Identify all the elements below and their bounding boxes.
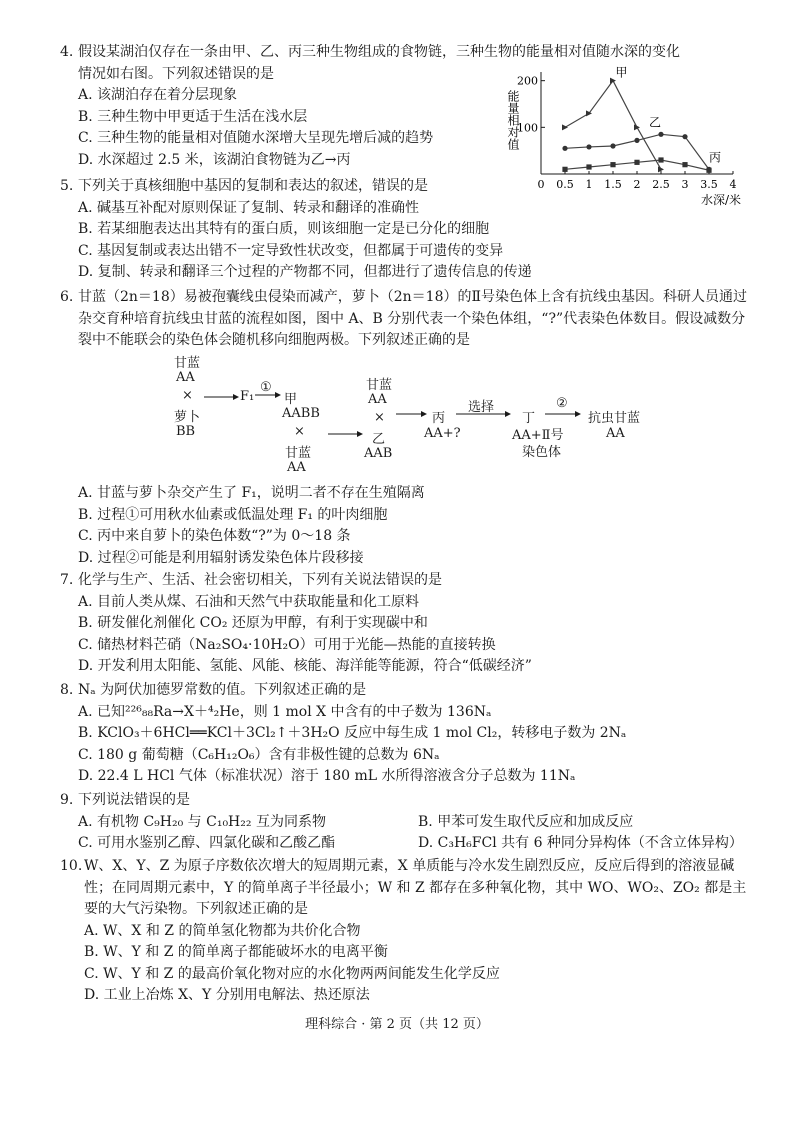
question-stem-cont: 情况如右图。下列叙述错误的是 [78, 65, 274, 82]
ding-genome-cont: 染色体 [522, 445, 562, 460]
question-stem: 下列关于真核细胞中基因的复制和表达的叙述，错误的是 [78, 178, 428, 194]
breeding-flowchart [170, 352, 690, 477]
cabbage-2: 甘蓝 [366, 378, 393, 393]
question-6 [60, 287, 760, 352]
option-b: B. 过程①可用秋水仙素或低温处理 F₁ 的叶肉细胞 [78, 506, 388, 523]
option-a: A. 碱基互补配对原则保证了复制、转录和翻译的准确性 [78, 199, 420, 216]
ding-genome: AA+Ⅱ号 [512, 428, 564, 443]
question-number: 10. [60, 858, 83, 874]
option-a: A. 已知²²⁶₈₈Ra→X＋⁴₂He，则 1 mol X 中含有的中子数为 136Nₐ [78, 703, 492, 720]
series-label: 甲 [615, 65, 628, 80]
data-point [682, 134, 687, 139]
data-point [610, 162, 615, 167]
bing-label: 丙 [432, 411, 446, 426]
option-a: A. 该湖泊存在着分层现象 [78, 87, 238, 103]
option-a: A. 甘蓝与萝卜杂交产生了 F₁，说明二者不存在生殖隔离 [78, 485, 425, 501]
option-d: D. 工业上冶炼 X、Y 分别用电解法、热还原法 [84, 987, 370, 1003]
yi-genome: AAB [364, 446, 393, 461]
final-product: 抗虫甘蓝 [588, 411, 641, 426]
page-footer: 理科综合 · 第 2 页（共 12 页） [305, 1017, 489, 1032]
parent-radish: 萝卜 [174, 410, 201, 425]
option-b: B. 三种生物中甲更适于生活在浅水层 [78, 108, 308, 125]
option-a: A. 有机物 C₉H₂₀ 与 C₁₀H₂₂ 互为同系物 [78, 813, 326, 830]
data-point [682, 162, 687, 167]
bing-genome: AA+? [424, 426, 461, 441]
question-number: 6. [60, 289, 74, 305]
data-point [610, 143, 615, 148]
x-tick-label: 2 [633, 178, 641, 191]
data-point [658, 157, 663, 162]
cross-symbol: × [294, 424, 305, 439]
data-point [634, 160, 639, 165]
data-point [706, 168, 711, 173]
jia-genome: AABB [282, 406, 320, 421]
cabbage-2-genome: AA [368, 392, 387, 407]
option-c: C. 180 g 葡萄糖（C₆H₁₂O₆）含有非极性键的总数为 6Nₐ [78, 746, 440, 763]
option-b: B. 甲苯可发生取代反应和加成反应 [418, 813, 634, 830]
yi-label: 乙 [372, 432, 386, 447]
option-d: D. 复制、转录和翻译三个过程的产物都不同，但都进行了遗传信息的传递 [78, 264, 532, 280]
data-point [562, 124, 568, 130]
option-b: B. 研发催化剂催化 CO₂ 还原为甲醇，有利于实现碳中和 [78, 615, 428, 631]
option-c: C. 丙中来自萝卜的染色体数“?”为 0～18 条 [78, 528, 351, 544]
step-2: ② [556, 396, 568, 411]
question-number: 8. [60, 682, 74, 698]
question-number: 9. [60, 792, 74, 808]
series-line-0 [565, 81, 661, 170]
option-b: B. W、Y 和 Z 的简单离子都能破坏水的电离平衡 [84, 944, 388, 960]
series-label: 丙 [709, 150, 722, 165]
option-d: D. 水深超过 2.5 米，该湖泊食物链为乙→丙 [78, 151, 351, 168]
ding-label: 丁 [522, 411, 536, 426]
question-stem: W、X、Y、Z 为原子序数依次增大的短周期元素，X 单质能与冷水发生剧烈反应，反应后得到的溶液显碱性；在同周期元素中，Y 的简单离子半径最小；W 和 Z 都存在多种氧化物，其中 WO、WO₂、ZO₂ 都是主要的大气污染物。下列叙述正确的是 [84, 858, 747, 917]
option-c: C. 储热材料芒硝（Na₂SO₄·10H₂O）可用于光能—热能的直接转换 [78, 636, 496, 653]
parent-cabbage-genome: AA [176, 370, 195, 385]
option-d: D. 22.4 L HCl 气体（标准状况）溶于 180 mL 水所得溶液含分子总数为 11Nₐ [78, 768, 576, 784]
question-number: 4. [60, 44, 74, 60]
option-c: C. 可用水鉴别乙醇、四氯化碳和乙酸乙酯 [78, 835, 336, 851]
data-point [586, 144, 591, 149]
option-b: B. KClO₃＋6HCl══KCl＋3Cl₂↑＋3H₂O 反应中每生成 1 mol Cl₂，转移电子数为 2Nₐ [78, 725, 627, 741]
question-number: 7. [60, 572, 74, 588]
y-tick-label: 200 [517, 74, 538, 88]
data-point [658, 132, 663, 137]
backcross-cabbage-genome: AA [287, 460, 306, 475]
cross-symbol: × [374, 410, 385, 425]
option-c: C. 三种生物的能量相对值随水深增大呈现先增后减的趋势 [78, 130, 434, 146]
x-tick-label: 3 [681, 178, 689, 191]
x-tick-label: 0.5 [556, 178, 574, 191]
cross-symbol: × [182, 388, 193, 403]
step-1: ① [260, 380, 272, 395]
x-tick-label: 4 [729, 178, 737, 191]
select-label: 选择 [468, 400, 495, 415]
question-6-options [60, 483, 425, 569]
y-axis-label: 能量相对值 [506, 90, 520, 150]
question-number: 5. [60, 178, 74, 194]
data-point [634, 138, 639, 143]
data-point [586, 164, 591, 169]
question-10 [60, 856, 760, 1007]
question-stem: 化学与生产、生活、社会密切相关，下列有关说法错误的是 [78, 572, 442, 588]
x-tick-label: 1 [585, 178, 593, 191]
x-axis-label: 水深/米 [700, 193, 741, 207]
question-stem: 甘蓝（2n＝18）易被孢囊线虫侵染而减产，萝卜（2n＝18）的Ⅱ号染色体上含有抗线虫基因。科研人员通过杂交育种培育抗线虫甘蓝的流程如图，图中 A、B 分别代表一个染色体组，“?”代表染色体数目。假设减数分裂中不能联会的染色体会随机移向细胞两极。下列叙述正确的是 [78, 289, 747, 348]
option-d: D. 开发利用太阳能、氢能、风能、核能、海洋能等能源，符合“低碳经济” [78, 658, 532, 674]
f1-label: F₁ [240, 389, 255, 404]
question-stem: Nₐ 为阿伏加德罗常数的值。下列叙述正确的是 [78, 682, 367, 698]
question-5 [60, 176, 760, 284]
question-stem: 假设某湖泊仅存在一条由甲、乙、丙三种生物组成的食物链，三种生物的能量相对值随水深的变化 [78, 44, 680, 60]
option-c: C. 基因复制或表达出错不一定导致性状改变，但都属于可遗传的变异 [78, 242, 504, 259]
backcross-cabbage: 甘蓝 [285, 446, 312, 461]
question-8 [60, 680, 760, 788]
y-tick-label: 100 [517, 121, 538, 135]
x-tick-label: 1.5 [604, 178, 622, 191]
data-point [562, 167, 567, 172]
final-product-genome: AA [606, 426, 625, 441]
x-tick-label: 0 [537, 178, 545, 191]
question-stem: 下列说法错误的是 [78, 792, 190, 808]
data-point [562, 146, 567, 151]
parent-cabbage: 甘蓝 [174, 356, 201, 371]
option-a: A. W、X 和 Z 的简单氢化物都为共价化合物 [84, 922, 361, 939]
question-7 [60, 570, 760, 678]
x-tick-label: 2.5 [652, 178, 670, 191]
option-d: D. 过程②可能是利用辐射诱发染色体片段移接 [78, 549, 364, 566]
series-label: 乙 [649, 115, 662, 130]
x-tick-label: 3.5 [700, 178, 718, 191]
question-9 [60, 790, 760, 855]
parent-radish-genome: BB [176, 424, 196, 439]
jia-label: 甲 [284, 392, 298, 407]
option-b: B. 若某细胞表达出其特有的蛋白质，则该细胞一定是已分化的细胞 [78, 221, 490, 237]
option-c: C. W、Y 和 Z 的最高价氧化物对应的水化物两两间能发生化学反应 [84, 965, 500, 982]
data-point [634, 124, 640, 130]
option-d: D. C₃H₆FCl 共有 6 种同分异构体（不含立体异构） [418, 835, 743, 851]
option-a: A. 目前人类从煤、石油和天然气中获取能量和化工原料 [78, 593, 420, 610]
